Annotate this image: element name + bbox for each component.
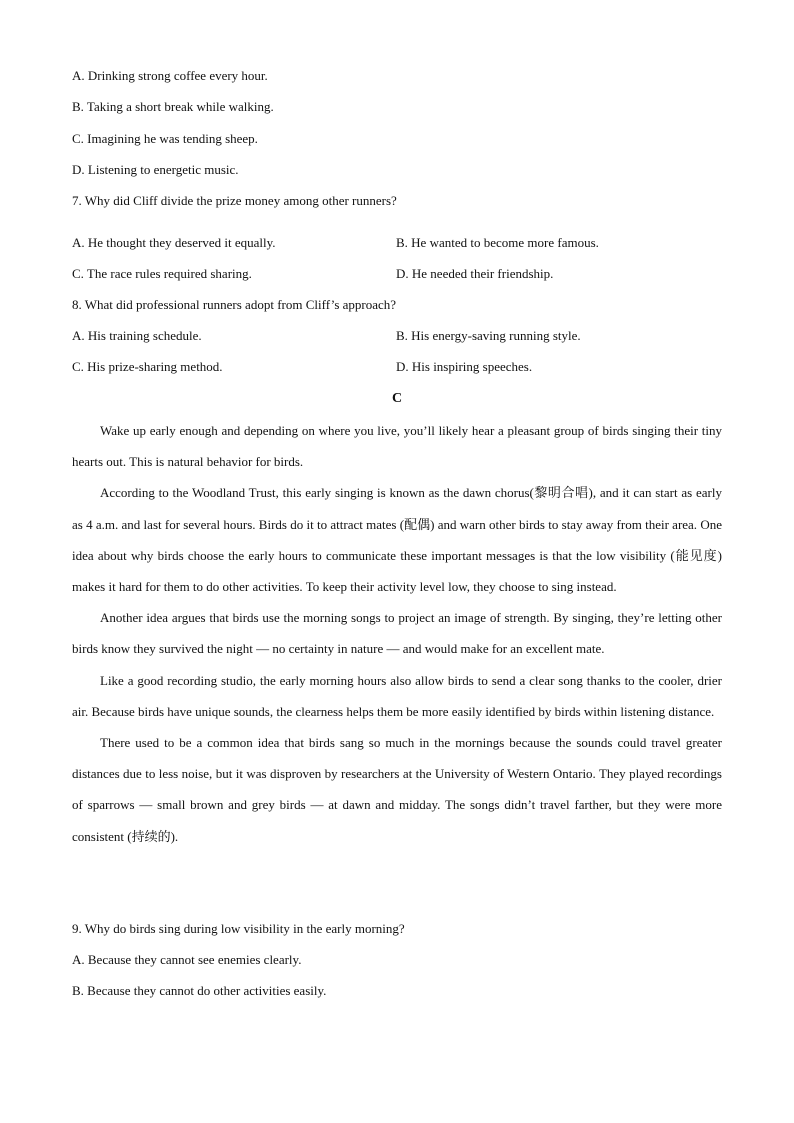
q8-option-c: C. His prize-sharing method. (72, 359, 223, 374)
passage-paragraph: Wake up early enough and depending on where you live, you’ll likely hear a pleasant group of birds singing their tiny hearts out. This is natural behavior for birds. (72, 423, 722, 470)
q8-option-b: B. His energy-saving running style. (396, 328, 581, 343)
passage-paragraph: Another idea argues that birds use the morning songs to project an image of strength. By singing, they’re letting other birds know they survived the night — no certainty in nature — and would make for an excellent mate. (72, 610, 722, 657)
q7-option-b: B. He wanted to become more famous. (396, 235, 599, 250)
q9-stem: 9. Why do birds sing during low visibility in the early morning? (72, 921, 405, 936)
passage-paragraph: Like a good recording studio, the early morning hours also allow birds to send a clear song thanks to the cooler, drier air. Because birds have unique sounds, the clearness helps them be more easily identified by birds within listening distance. (72, 672, 722, 719)
q9-option-a: A. Because they cannot see enemies clearly. (72, 952, 302, 967)
section-heading: C (391, 391, 403, 406)
q6-option-c: C. Imagining he was tending sheep. (72, 131, 258, 146)
q7-stem: 7. Why did Cliff divide the prize money among other runners? (72, 193, 397, 208)
passage (72, 415, 722, 852)
q8-option-d: D. His inspiring speeches. (396, 359, 533, 374)
q8-stem: 8. What did professional runners adopt from Cliff’s approach? (72, 297, 397, 312)
q6-option-a: A. Drinking strong coffee every hour. (72, 68, 268, 83)
q8-option-a: A. His training schedule. (72, 328, 202, 343)
q6-option-d: D. Listening to energetic music. (72, 162, 239, 177)
q7-option-d: D. He needed their friendship. (396, 266, 554, 281)
passage-paragraph: According to the Woodland Trust, this early singing is known as the dawn chorus(黎明合唱), and it can start as early as 4 a.m. and last for several hours. Birds do it to attract mates (配偶) and warn other birds to stay away from their area. One idea about why birds choose the early hours to communicate these important messages is that the low visibility (能见度) makes it hard for them to do other activities. To keep their activity level low, they choose to sing instead. (72, 485, 722, 595)
q6-option-b: B. Taking a short break while walking. (72, 99, 274, 114)
passage-paragraph: There used to be a common idea that birds sang so much in the mornings because the sounds could travel greater distances due to less noise, but it was disproven by researchers at the University of Western Ontario. They played recordings of sparrows — small brown and grey birds — at dawn and midday. The songs didn’t travel farther, but they were more consistent (持续的). (72, 735, 722, 844)
q7-option-a: A. He thought they deserved it equally. (72, 235, 276, 250)
q7-option-c: C. The race rules required sharing. (72, 266, 252, 281)
q9-option-b: B. Because they cannot do other activities easily. (72, 983, 327, 998)
